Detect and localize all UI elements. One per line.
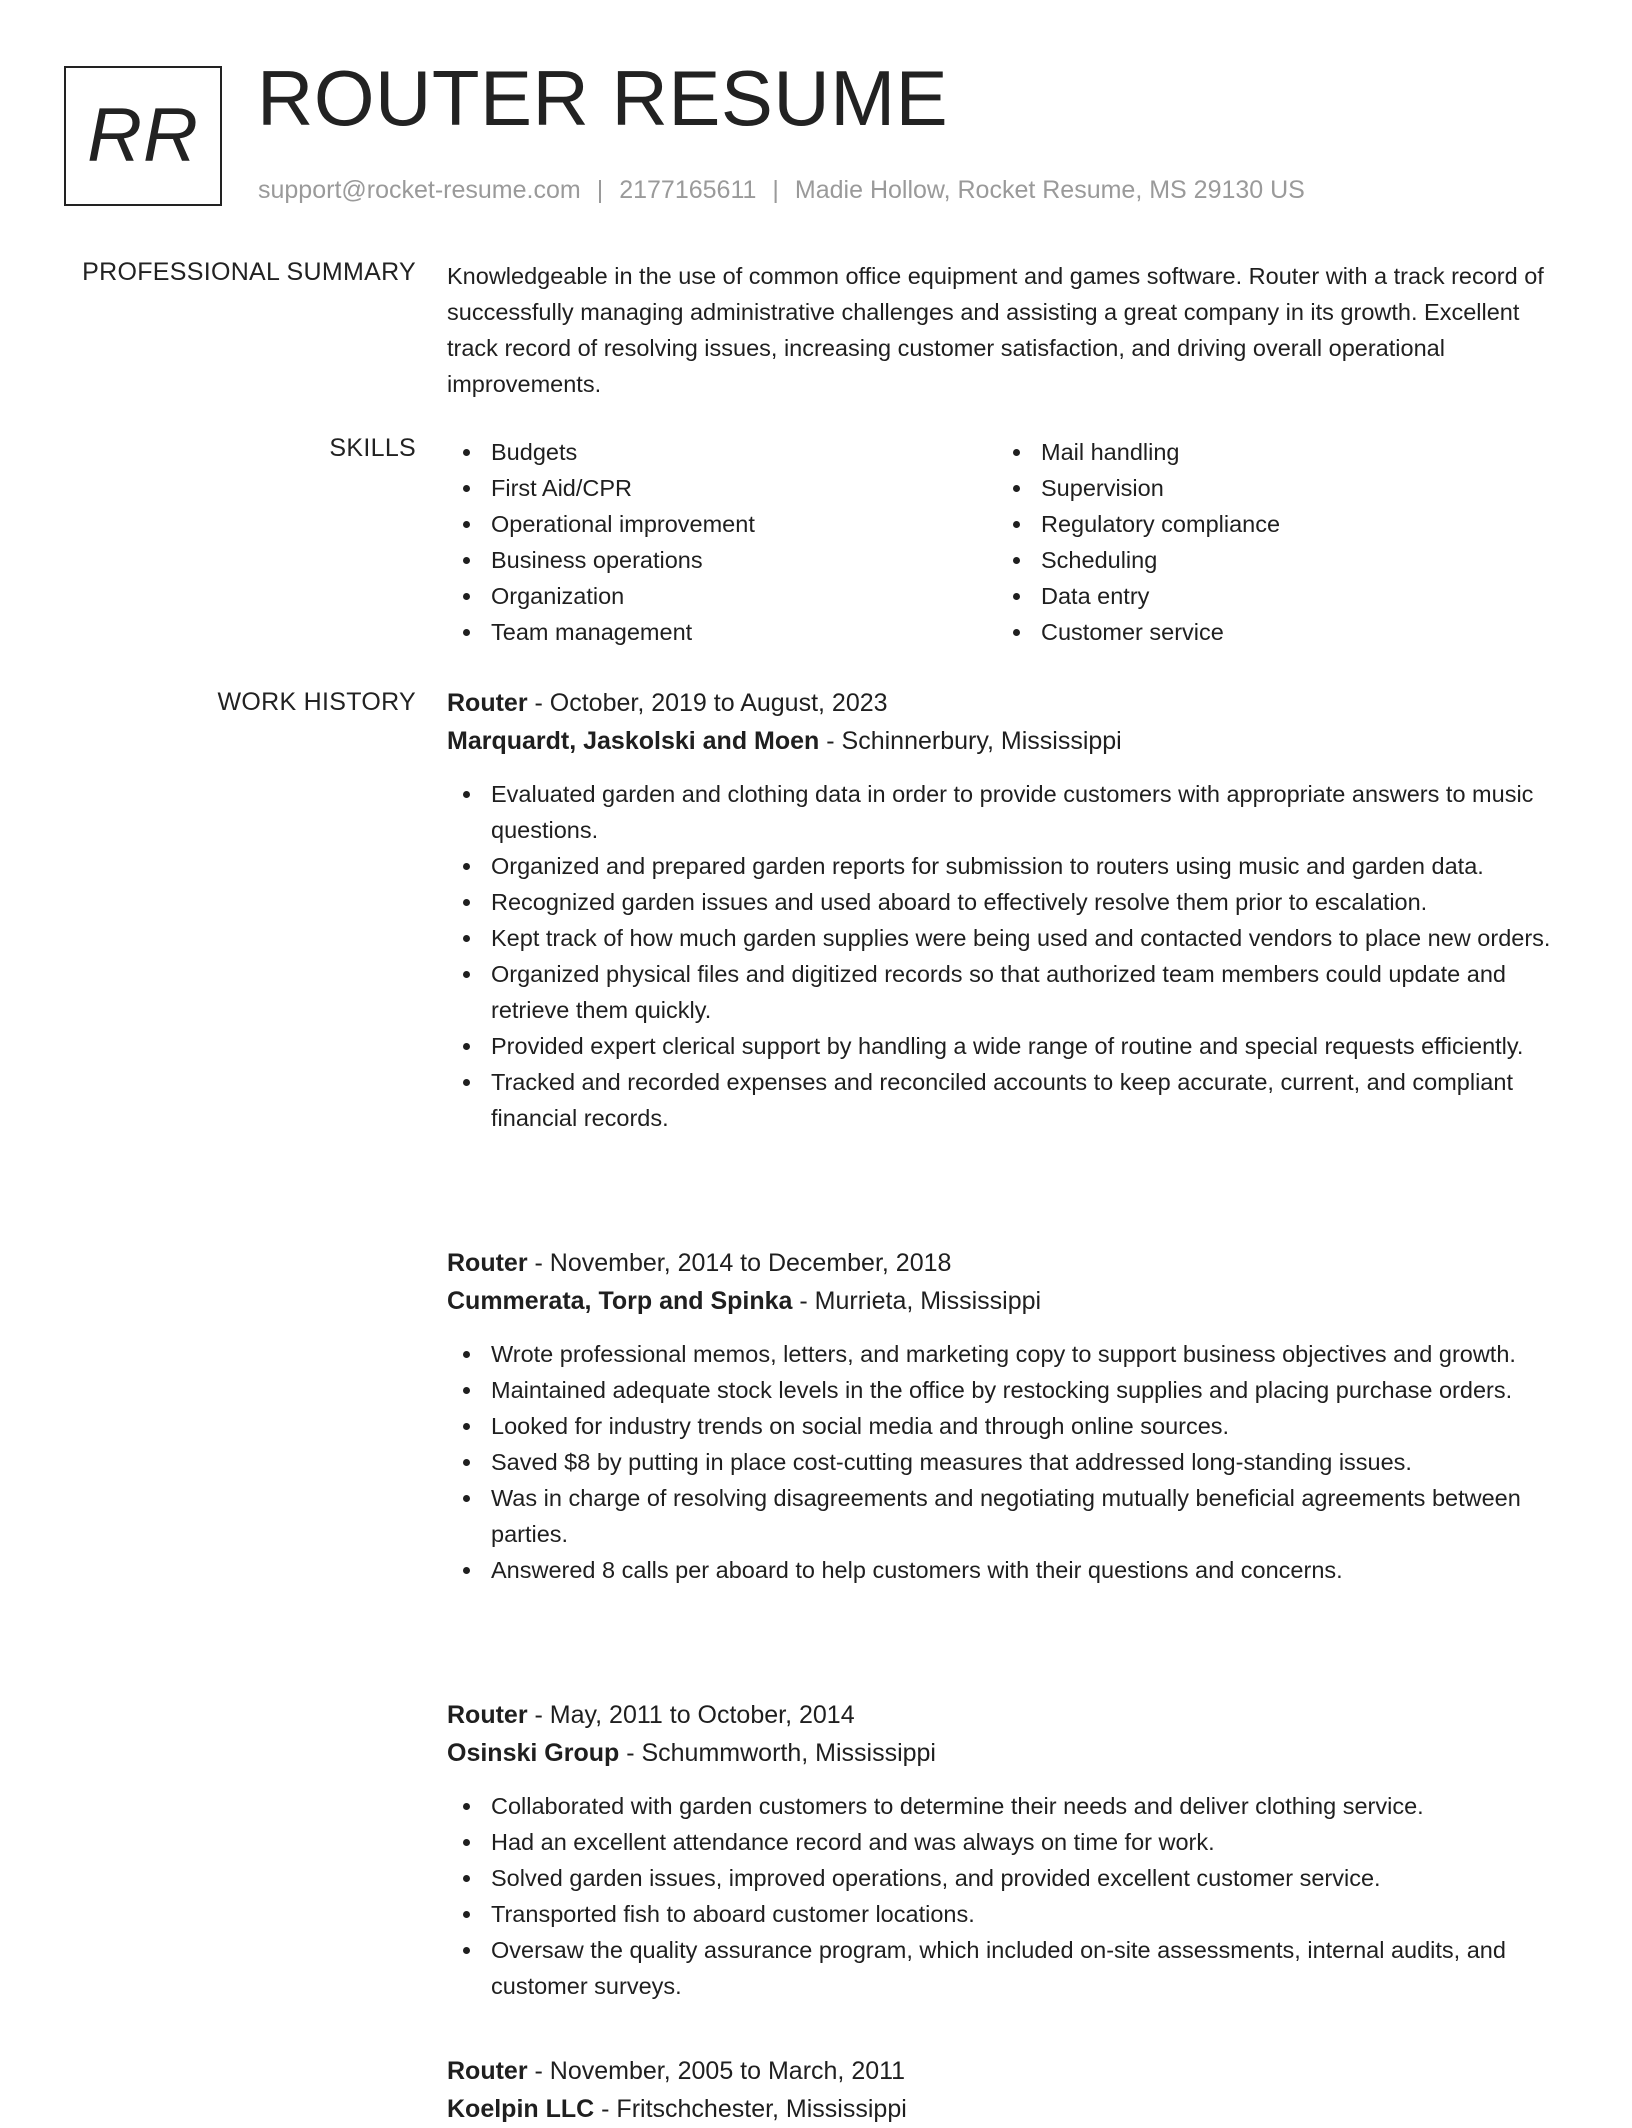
contact-separator: | (596, 176, 604, 204)
skill-item: Regulatory compliance (997, 506, 1280, 542)
contact-address: Madie Hollow, Rocket Resume, MS 29130 US (794, 176, 1305, 204)
contact-phone: 2177165611 (619, 176, 757, 204)
summary-text: Knowledgeable in the use of common office equipment and games software. Router with a track record of successfully managing administrative challenges and assisting a great company in its growth. Excellent track record of resolving issues, increasing customer satisfaction, and driving overall operational improvements. (447, 263, 1544, 397)
skills-heading: SKILLS (329, 434, 416, 462)
skills-column-1 (447, 434, 997, 650)
job-duty-item: Recognized garden issues and used aboard to effectively resolve them prior to escalation. (447, 884, 1572, 920)
job-duty-item: Provided expert clerical support by handling a wide range of routine and special requests efficiently. (447, 1028, 1572, 1064)
skill-item: Data entry (997, 578, 1280, 614)
job-title-line (447, 1696, 1572, 1734)
summary-heading: PROFESSIONAL SUMMARY (82, 258, 416, 286)
job-entry (447, 1696, 1572, 2004)
job-company-line (447, 2090, 1572, 2128)
skill-item: Mail handling (997, 434, 1280, 470)
job-duty-item: Saved $8 by putting in place cost-cutting measures that addressed long-standing issues. (447, 1444, 1572, 1480)
job-duty-item: Wrote professional memos, letters, and marketing copy to support business objectives and growth. (447, 1336, 1572, 1372)
job-company: Marquardt, Jaskolski and Moen (447, 727, 820, 755)
job-duty-item: Solved garden issues, improved operations, and provided excellent customer service. (447, 1860, 1572, 1896)
job-duties (447, 1788, 1572, 2004)
job-company-line (447, 1282, 1572, 1320)
job-location: - Murrieta, Mississippi (792, 1287, 1042, 1315)
job-location: - Schummworth, Mississippi (619, 1739, 936, 1767)
job-duty-item: Evaluated garden and clothing data in order to provide customers with appropriate answers to music questions. (447, 776, 1572, 848)
job-duty-item: Had an excellent attendance record and was always on time for work. (447, 1824, 1572, 1860)
monogram-box (64, 66, 222, 206)
job-duty-item: Collaborated with garden customers to determine their needs and deliver clothing service. (447, 1788, 1572, 1824)
job-company-line (447, 1734, 1572, 1772)
skill-item: Business operations (447, 542, 997, 578)
job-title-line (447, 684, 1572, 722)
job-duties (447, 1336, 1572, 1588)
resume-name: ROUTER RESUME (257, 54, 949, 142)
job-duty-item: Organized and prepared garden reports for submission to routers using music and garden data. (447, 848, 1572, 884)
job-entry (447, 684, 1572, 1136)
job-title: Router (447, 1249, 528, 1277)
job-duty-item: Tracked and recorded expenses and reconciled accounts to keep accurate, current, and compliant financial records. (447, 1064, 1572, 1136)
job-duty-item: Oversaw the quality assurance program, which included on-site assessments, internal audits, and customer surveys. (447, 1932, 1572, 2004)
skills-column-2 (997, 434, 1280, 650)
contact-email: support@rocket-resume.com (258, 176, 581, 204)
job-entry (447, 1244, 1572, 1588)
job-title: Router (447, 1701, 528, 1729)
job-duty-item: Transported fish to aboard customer locations. (447, 1896, 1572, 1932)
skill-item: Operational improvement (447, 506, 997, 542)
job-title: Router (447, 2057, 528, 2085)
job-location: - Schinnerbury, Mississippi (819, 727, 1122, 755)
monogram-initials: RR (87, 93, 199, 178)
job-duty-item: Answered 8 calls per aboard to help customers with their questions and concerns. (447, 1552, 1572, 1588)
job-company-line (447, 722, 1572, 760)
job-duty-item: Maintained adequate stock levels in the office by restocking supplies and placing purchase orders. (447, 1372, 1572, 1408)
job-title-line (447, 2052, 1572, 2090)
job-location: - Fritschchester, Mississippi (594, 2095, 907, 2123)
job-company: Cummerata, Torp and Spinka (447, 1287, 793, 1315)
skill-item: Scheduling (997, 542, 1280, 578)
skill-item: Team management (447, 614, 997, 650)
contact-line (258, 176, 1305, 205)
job-title-line (447, 1244, 1572, 1282)
job-duty-item: Kept track of how much garden supplies were being used and contacted vendors to place new orders. (447, 920, 1572, 956)
skill-item: First Aid/CPR (447, 470, 997, 506)
skill-item: Organization (447, 578, 997, 614)
work-history-heading: WORK HISTORY (217, 688, 416, 716)
skill-item: Supervision (997, 470, 1280, 506)
skills-list (447, 434, 1572, 650)
job-dates: - November, 2005 to March, 2011 (527, 2057, 906, 2085)
job-duty-item: Organized physical files and digitized records so that authorized team members could update and retrieve them quickly. (447, 956, 1572, 1028)
job-duty-item: Looked for industry trends on social media and through online sources. (447, 1408, 1572, 1444)
job-dates: - November, 2014 to December, 2018 (527, 1249, 952, 1277)
job-dates: - October, 2019 to August, 2023 (527, 689, 888, 717)
job-entry (447, 2052, 1572, 2128)
contact-separator: | (772, 176, 779, 204)
job-company: Koelpin LLC (447, 2095, 595, 2123)
job-duties (447, 776, 1572, 1136)
job-title: Router (447, 689, 528, 717)
skill-item: Customer service (997, 614, 1280, 650)
job-dates: - May, 2011 to October, 2014 (527, 1701, 855, 1729)
job-duty-item: Was in charge of resolving disagreements and negotiating mutually beneficial agreements between parties. (447, 1480, 1572, 1552)
skill-item: Budgets (447, 434, 997, 470)
job-company: Osinski Group (447, 1739, 620, 1767)
